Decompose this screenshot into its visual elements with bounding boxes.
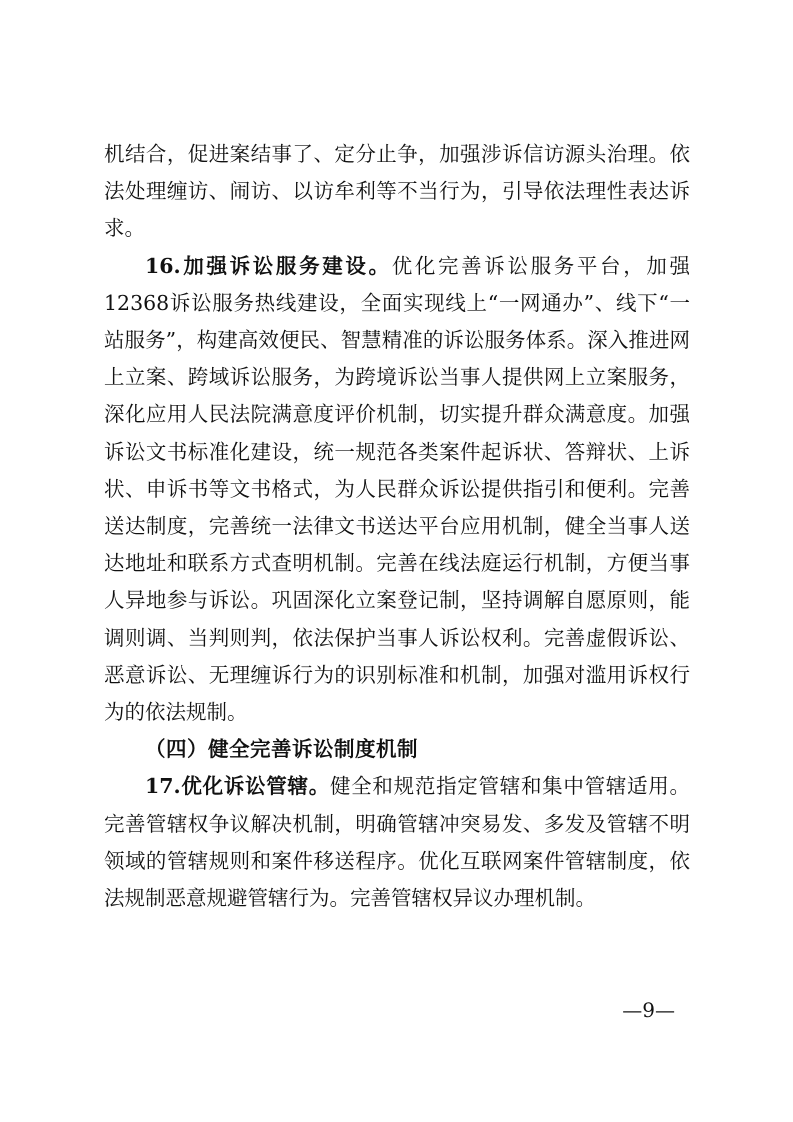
item-heading: 16.加强诉讼服务建设。: [145, 253, 392, 278]
item-heading: 17.优化诉讼管辖。: [145, 774, 330, 799]
paragraph-text: 健全和规范指定管辖和集中管辖适用。完善管辖权争议解决机制，明确管辖冲突易发、多发及管辖不明领域的管辖规则和案件移送程序。优化互联网案件管辖制度，依法规制恶意规避管辖行为。完善管辖权异议办理机制。: [104, 774, 691, 911]
section-heading: （四）健全完善诉讼制度机制: [145, 737, 418, 762]
page-number: —9—: [622, 998, 675, 1022]
paragraph-text: 优化完善诉讼服务平台，加强12368诉讼服务热线建设，全面实现线上“一网通办”、线下“一站服务”，构建高效便民、智慧精准的诉讼服务体系。深入推进网上立案、跨域诉讼服务，为跨境诉讼当事人提供网上立案服务，深化应用人民法院满意度评价机制，切实提升群众满意度。加强诉讼文书标准化建设，统一规范各类案件起诉状、答辩状、上诉状、申诉书等文书格式，为人民群众诉讼提供指引和便利。完善送达制度，完善统一法律文书送达平台应用机制，健全当事人送达地址和联系方式查明机制。完善在线法庭运行机制，方便当事人异地参与诉讼。巩固深化立案登记制，坚持调解自愿原则，能调则调、当判则判，依法保护当事人诉讼权利。完善虚假诉讼、恶意诉讼、无理缠诉行为的识别标准和机制，加强对滥用诉权行为的依法规制。: [104, 253, 691, 725]
paragraph-continuation: [104, 136, 690, 248]
document-body: [104, 136, 690, 917]
paragraph-text: 机结合，促进案结事了、定分止争，加强涉诉信访源头治理。依法处理缠访、闹访、以访牟利等不当行为，引导依法理性表达诉求。: [104, 142, 690, 241]
paragraph-item-16: [104, 248, 690, 732]
paragraph-item-17: [104, 768, 690, 917]
